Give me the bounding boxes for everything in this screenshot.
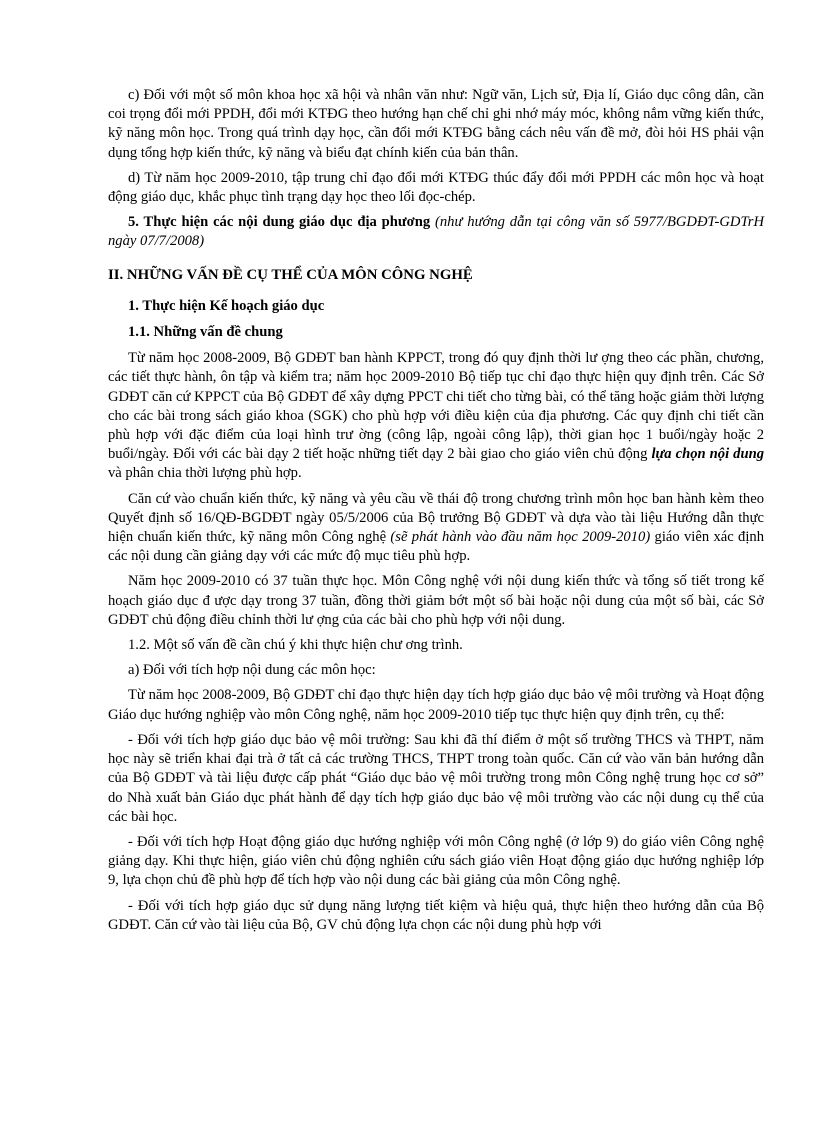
paragraph-2-text: Căn cứ vào chuẩn kiến thức, kỹ năng và yêu cầu về thái độ trong chương trình môn học ban hành kèm theo Quyết định số 16/QĐ-BGDĐT ngày 05/5/2006 của Bộ trưởng Bộ GDĐT và dựa vào tài liệu Hướng dẫn thực hiện chuẩn kiến thức, kỹ năng môn Công nghệ: [108, 490, 764, 546]
document-page: [108, 86, 764, 941]
item-5-title: 5. Thực hiện các nội dung giáo dục địa phương: [128, 214, 431, 231]
paragraph-1-text: Từ năm học 2008-2009, Bộ GDĐT ban hành KPPCT, trong đó quy định thời lư ợng theo các phần, chương, các tiết thực hành, ôn tập và kiểm tra; năm học 2009-2010 Bộ tiếp tục chỉ đạo thực hiện quy định trên. Các Sở GDĐT căn cứ KPPCT của Bộ GDĐT để xây dựng PPCT chi tiết cho từng bài, có thể tăng hoặc giảm thời lượng cho các bài trong sách giáo khoa (SGK) cho phù hợp với điều kiện của địa phương. Các quy định chi tiết cần phù hợp với đặc điểm của loại hình trư ờng (công lập, ngoài công lập), thời gian học 1 buổi/ngày hoặc 2 buổi/ngày. Đối với các bài dạy 2 tiết hoặc những tiết dạy 2 bài giao cho giáo viên chủ động: [108, 350, 764, 463]
paragraph-2-end: giáo viên xác định các nội dung cần giảng dạy với các mức độ mục tiêu phù hợp.: [108, 529, 764, 565]
paragraph-1: [108, 349, 764, 483]
paragraph-d: d) Từ năm học 2009-2010, tập trung chỉ đạo đổi mới KTĐG thúc đẩy đổi mới PPDH các môn học và hoạt động giáo dục, khắc phục tình trạng dạy học theo lối đọc-chép.: [108, 169, 764, 206]
heading-1-1: 1.1. Những vấn đề chung: [128, 324, 283, 341]
paragraph-2-note: (sẽ phát hành vào đầu năm học 2009-2010): [390, 529, 651, 546]
heading-1-2: 1.2. Một số vấn đề cần chú ý khi thực hiện chư ơng trình.: [128, 637, 463, 654]
paragraph-5: - Đối với tích hợp giáo dục bảo vệ môi trường: Sau khi đã thí điểm ở một số trường THCS và THPT, năm học này sẽ triển khai đại trà ở tất cả các trường THCS, THPT trong toàn quốc. Căn cứ vào văn bản hướng dẫn của Bộ GDĐT và tài liệu được cấp phát “Giáo dục bảo vệ môi trường trong môn Công nghệ trung học cơ sở” do Nhà xuất bản Giáo dục phát hành để dạy tích hợp giáo dục bảo vệ môi trường vào các nội dung cụ thể của các bài học.: [108, 731, 764, 825]
paragraph-c: c) Đối với một số môn khoa học xã hội và nhân văn như: Ngữ văn, Lịch sử, Địa lí, Giáo dục công dân, cần coi trọng đổi mới PPDH, đổi mới KTĐG theo hướng hạn chế chỉ ghi nhớ máy móc, không nắm vững kiến thức, kỹ năng môn học. Trong quá trình dạy học, cần đổi mới KTĐG bằng cách nêu vấn đề mở, đòi hỏi HS phải vận dụng tổng hợp kiến thức, kỹ năng và biểu đạt chính kiến của bản thân.: [108, 87, 764, 161]
paragraph-3: Năm học 2009-2010 có 37 tuần thực học. Môn Công nghệ với nội dung kiến thức và tổng số tiết trong kế hoạch giáo dục đ ược dạy trong 37 tuần, đồng thời giảm bớt một số bài hoặc nội dung của một số bài, các Sở GDĐT chủ động điều chỉnh thời lư ợng của các bài cho phù hợp với nội dung.: [108, 573, 764, 628]
item-5-note: (như hướng dẫn tại công văn số 5977/BGDĐT-GDTrH ngày 07/7/2008): [108, 214, 765, 250]
item-5: [108, 213, 764, 251]
section-heading: II. NHỮNG VẤN ĐỀ CỤ THỂ CỦA MÔN CÔNG NGHỆ: [108, 266, 473, 283]
heading-1: 1. Thực hiện Kế hoạch giáo dục: [128, 297, 325, 314]
paragraph-2: [108, 490, 764, 567]
paragraph-1-end: và phân chia thời lượng phù hợp.: [108, 465, 302, 482]
paragraph-1-emphasis: lựa chọn nội dung: [651, 446, 765, 463]
paragraph-a: a) Đối với tích hợp nội dung các môn học:: [128, 662, 376, 679]
paragraph-4: Từ năm học 2008-2009, Bộ GDĐT chỉ đạo thực hiện dạy tích hợp giáo dục bảo vệ môi trường và Hoạt động Giáo dục hướng nghiệp vào môn Công nghệ, năm học 2009-2010 tiếp tục thực hiện quy định trên, cụ thể:: [108, 687, 764, 723]
paragraph-7: - Đối với tích hợp giáo dục sử dụng năng lượng tiết kiệm và hiệu quả, thực hiện theo hướng dẫn của Bộ GDĐT. Căn cứ vào tài liệu của Bộ, GV chủ động lựa chọn các nội dung phù hợp với: [108, 897, 764, 933]
paragraph-6: - Đối với tích hợp Hoạt động giáo dục hướng nghiệp với môn Công nghệ (ở lớp 9) do giáo viên Công nghệ giảng dạy. Khi thực hiện, giáo viên chủ động nghiên cứu sách giáo viên Hoạt động giáo dục hướng nghiệp lớp 9, lựa chọn chủ đề phù hợp để tích hợp vào nội dung các bài giảng của môn Công nghệ.: [108, 833, 764, 889]
